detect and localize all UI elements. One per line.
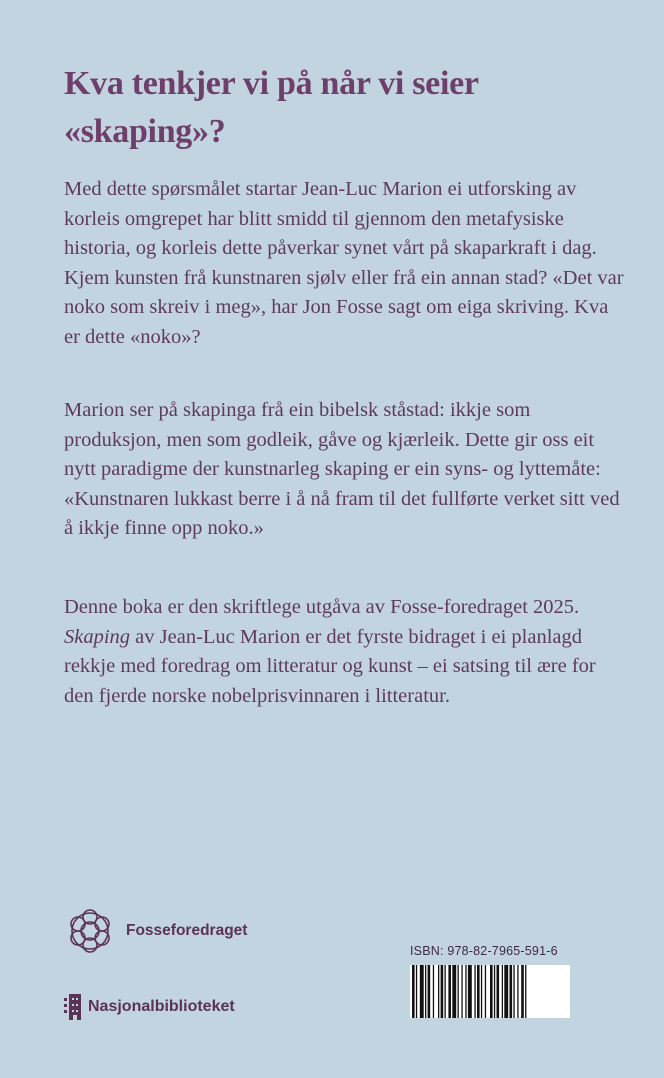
barcode-bar — [494, 965, 495, 1018]
nasjonalbiblioteket-brand — [64, 994, 235, 1020]
barcode-bar — [448, 965, 451, 1018]
fosseforedraget-brand — [64, 905, 247, 957]
barcode-bar — [474, 965, 475, 1018]
barcode-bar — [525, 965, 526, 1018]
barcode-bar — [517, 965, 518, 1018]
barcode-bar — [485, 965, 486, 1018]
barcode-bar — [502, 965, 503, 1018]
barcode-bar — [452, 965, 456, 1018]
blurb-paragraph-2: Marion ser på skapinga frå ein bibelsk ståstad: ikkje som produksjon, men som godleik, gåve og kjærleik. Dette gir oss eit nytt paradigme der kunstnarleg skaping er ein syns- og lyttemåte: «Kunstnaren lukkast berre i å nå fram til det fullførte verket sitt ved å ikkje finne opp noko.» — [64, 399, 620, 539]
blurb-paragraph-3 — [64, 593, 624, 711]
barcode-bar — [468, 965, 472, 1018]
barcode-bar — [428, 965, 431, 1018]
barcode-bar — [510, 965, 513, 1018]
barcode-bar — [420, 965, 424, 1018]
barcode-bar — [438, 965, 439, 1018]
book-title-italic: Skaping — [64, 625, 131, 648]
library-logo-icon — [64, 994, 82, 1020]
blurb-paragraph-1: Med dette spørsmålet startar Jean-Luc Marion ei utforsking av korleis omgrepet har blitt smidd til gjennom den metafysiske historia, og korleis dette påverkar synet vårt på skaparkraft i dag. Kjem kunsten frå kunstnaren sjølv eller frå ein annan stad? «Det var noko som skreiv i meg», har Jon Fosse sagt om eiga skriving. Kva er dette «noko»? — [64, 178, 624, 348]
barcode-bar — [481, 965, 482, 1018]
back-cover-title: Kva tenkjer vi på når vi seier «skaping»? — [64, 65, 479, 150]
barcode-bar — [504, 965, 508, 1018]
barcode-bar — [477, 965, 480, 1018]
barcode-bar — [425, 965, 426, 1018]
nasjonalbiblioteket-label: Nasjonalbiblioteket — [88, 998, 235, 1015]
barcode-bar — [412, 965, 415, 1018]
barcode-bar — [497, 965, 500, 1018]
barcode-bar — [490, 965, 493, 1018]
barcode-bar — [416, 965, 417, 1018]
barcode-bar — [458, 965, 459, 1018]
paragraph-3-text-a: Denne boka er den skriftlege utgåva av Fosse-foredraget 2025. — [64, 596, 580, 618]
barcode-bar — [461, 965, 462, 1018]
barcode-bar — [513, 965, 514, 1018]
barcode-bar — [445, 965, 446, 1018]
paragraph-3-text-b: av Jean-Luc Marion er det fyrste bidraget i ei planlagd rekkje med foredrag om litteratur og kunst – ei satsing til ære for den fjerde norske nobelprisvinnaren i litteratur. — [64, 625, 596, 707]
barcode-bar — [433, 965, 434, 1018]
barcode-bar — [465, 965, 466, 1018]
knot-logo-icon — [64, 905, 116, 957]
fosseforedraget-label: Fosseforedraget — [126, 922, 248, 939]
isbn-number: ISBN: 978-82-7965-591-6 — [410, 944, 558, 958]
barcode-bar — [521, 965, 524, 1018]
barcode-bar — [441, 965, 444, 1018]
barcode — [410, 965, 570, 1018]
